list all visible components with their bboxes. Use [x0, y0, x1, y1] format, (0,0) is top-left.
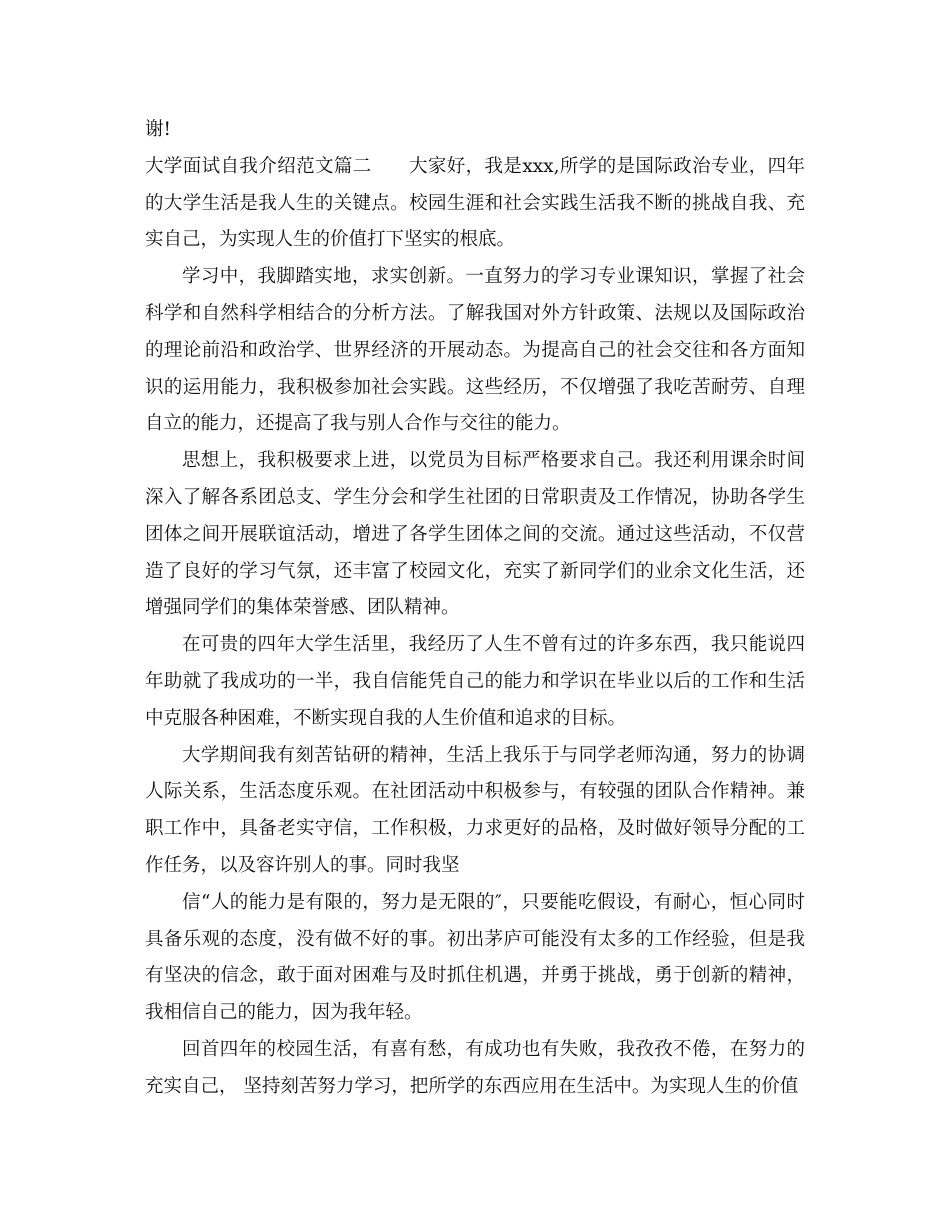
- paragraph-belief: 信“人的能力是有限的，努力是无限的″，只要能吃假设，有耐心，恒心同时具备乐观的态度，没有做不好的事。初出茅庐可能没有太多的工作经验，但是我有坚决的信念，敢于面对困难与及时抓住机遇，并勇于挑战，勇于创新的精神，我相信自己的能力，因为我年轻。: [145, 891, 805, 1024]
- section-heading-paragraph: [145, 149, 805, 259]
- paragraph-university-period: 大学期间我有刻苦钻研的精神，生活上我乐于与同学老师沟通，努力的协调人际关系，生活态度乐观。在社团活动中积极参与，有较强的团队合作精神。兼职工作中，具备老实守信，工作积极，力求更好的品格，及时做好领导分配的工作任务，以及容许别人的事。同时我坚: [145, 744, 805, 876]
- paragraph-review: 回首四年的校园生活，有喜有愁，有成功也有失败，我孜孜不倦，在努力的充实自己， 坚持刻苦努力学习，把所学的东西应用在生活中。为实现人生的价值: [145, 1038, 805, 1097]
- paragraph-study: 学习中，我脚踏实地，求实创新。一直努力的学习专业课知识，掌握了社会科学和自然科学相结合的分析方法。了解我国对外方针政策、法规以及国际政治的理论前沿和政治学、世界经济的开展动态。为提高自己的社会交往和各方面知识的运用能力，我积极参加社会实践。这些经历，不仅增强了我吃苦耐劳、自理自立的能力，还提高了我与别人合作与交往的能力。: [145, 266, 805, 435]
- paragraph-four-years: 在可贵的四年大学生活里，我经历了人生不曾有过的许多东西，我只能说四年助就了我成功的一半，我自信能凭自己的能力和学识在毕业以后的工作和生活中克服各种困难，不断实现自我的人生价值和追求的目标。: [145, 634, 805, 729]
- document-body: [145, 112, 805, 1106]
- section-intro: 大家好，我是xxx,所学的是国际政治专业，四年的大学生活是我人生的关键点。校园生涯和社会实践生活我不断的挑战自我、充实自己，为实现人生的价值打下坚实的根底。: [145, 155, 805, 251]
- closing-line: 谢!: [145, 119, 171, 140]
- paragraph-thought: 思想上，我积极要求上进，以党员为目标严格要求自己。我还利用课余时间深入了解各系团总支、学生分会和学生社团的日常职责及工作情况，协助各学生团体之间开展联谊活动，增进了各学生团体之间的交流。通过这些活动，不仅营造了良好的学习气氛，还丰富了校园文化，充实了新同学们的业余文化生活，还增强同学们的集体荣誉感、团队精神。: [145, 450, 805, 619]
- section-title: 大学面试自我介绍范文篇二: [145, 155, 372, 177]
